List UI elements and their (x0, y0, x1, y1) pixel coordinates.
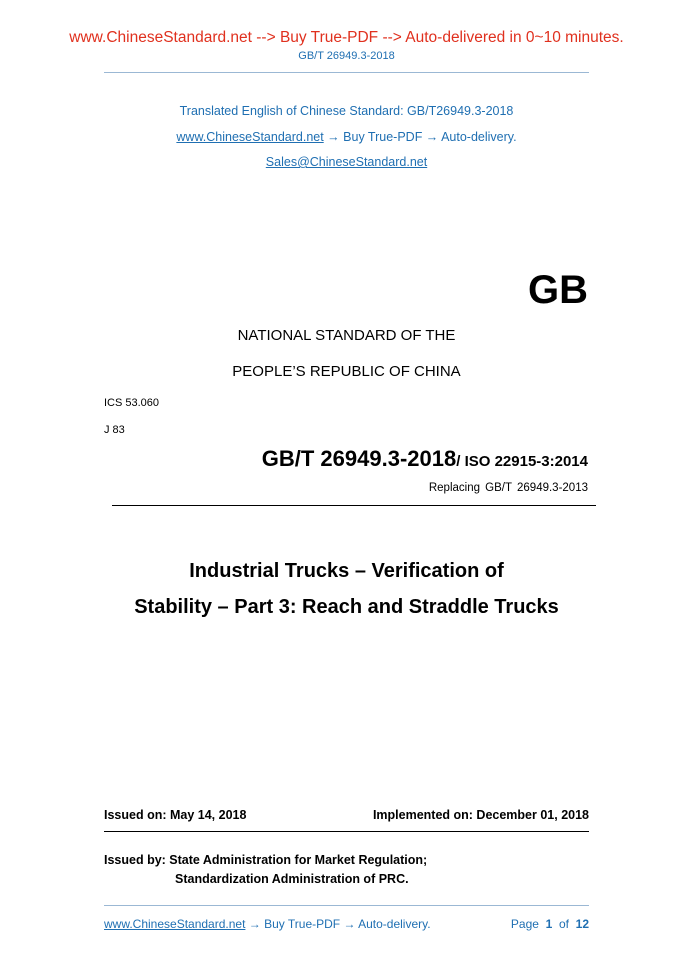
standard-code (262, 446, 588, 472)
national-standard-line1: NATIONAL STANDARD OF THE (237, 327, 456, 344)
issued-on: Issued on: May 14, 2018 (104, 808, 247, 822)
footer-buy-text: → Buy True-PDF → Auto-delivery. (245, 917, 431, 931)
buy-text: → Buy True-PDF → Auto-delivery. (323, 130, 517, 144)
ics-code: ICS 53.060 (104, 397, 160, 409)
top-banner[interactable]: www.ChineseStandard.net --> Buy True-PDF --> Auto-delivered in 0~10 minutes. (69, 29, 624, 46)
issued-by (104, 851, 427, 889)
classification-code: J 83 (104, 424, 125, 436)
issue-divider (104, 831, 589, 832)
footer-site-link[interactable]: www.ChineseStandard.net (104, 917, 246, 931)
page-label: Page (510, 917, 539, 931)
translation-notice: Translated English of Chinese Standard: GB/T26949.3-2018 (179, 104, 514, 118)
footer-divider (104, 905, 589, 906)
page-number: 1 (545, 917, 553, 931)
translation-link-line (0, 130, 693, 144)
email-line (0, 155, 693, 169)
iso-number: / ISO 22915-3:2014 (456, 453, 588, 470)
page-indicator (511, 917, 589, 931)
header-divider (104, 72, 589, 73)
replacing-note: Replacing GB/T 26949.3-2013 (428, 482, 588, 494)
issued-by-line2: Standardization Administration of PRC. (175, 872, 409, 886)
of-label: of (558, 917, 569, 931)
title-divider (112, 505, 596, 506)
running-header: GB/T 26949.3-2018 (298, 50, 395, 62)
email-link[interactable]: Sales@ChineseStandard.net (265, 155, 428, 169)
site-link[interactable]: www.ChineseStandard.net (176, 130, 324, 144)
footer-link-line (104, 917, 431, 931)
title-line2: Stability – Part 3: Reach and Straddle Trucks (134, 596, 559, 618)
page-total: 12 (575, 917, 589, 931)
gbt-number: GB/T 26949.3-2018 (261, 446, 457, 471)
national-standard-line2: PEOPLE’S REPUBLIC OF CHINA (232, 363, 461, 380)
title-line1: Industrial Trucks – Verification of (189, 560, 504, 582)
issued-by-line1: Issued by: State Administration for Market Regulation; (104, 853, 428, 867)
gb-mark: GB (528, 268, 588, 312)
implemented-on: Implemented on: December 01, 2018 (372, 808, 589, 822)
